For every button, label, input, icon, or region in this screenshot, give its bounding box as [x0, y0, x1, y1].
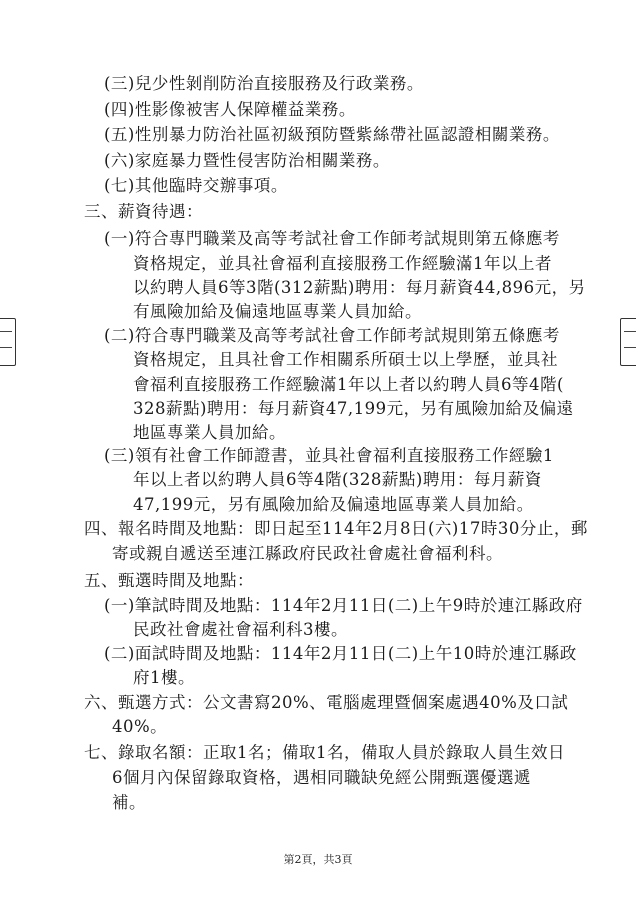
section-selection-method-line-2: 40%。	[112, 717, 168, 736]
duty-item-3: (三)兒少性剝削防治直接服務及行政業務。	[104, 74, 424, 93]
salary-item-1-line-4: 有風險加給及偏遠地區專業人員加給。	[133, 302, 422, 321]
salary-item-1-line-2: 資格規定，並具社會福利直接服務工作經驗滿1年以上者	[133, 254, 552, 273]
duty-item-4: (四)性影像被害人保障權益業務。	[104, 100, 356, 119]
salary-item-2-line-3: 會福利直接服務工作經驗滿1年以上者以約聘人員6等4階(	[133, 375, 564, 394]
section-admission-line-2: 6個月內保留錄取資格，遇相同職缺免經公開甄選優選遞	[112, 768, 531, 787]
salary-item-2-line-5: 地區專業人員加給。	[133, 423, 286, 442]
salary-item-3-line-3: 47,199元，另有風險加給及偏遠地區專業人員加給。	[133, 495, 534, 514]
section-registration-line-1: 四、報名時間及地點：即日起至114年2月8日(六)17時30分止，郵	[84, 519, 588, 538]
duty-item-5: (五)性別暴力防治社區初級預防暨紫絲帶社區認證相關業務。	[104, 125, 560, 144]
salary-item-3-line-2: 年以上者以約聘人員6等4階(328薪點)聘用：每月薪資	[133, 470, 542, 489]
page-number-footer: 第2頁，共3頁	[283, 853, 353, 866]
interview-line-2: 府1樓。	[133, 668, 195, 687]
section-admission-line-3: 補。	[112, 793, 146, 812]
salary-item-2-line-4: 328薪點)聘用：每月薪資47,199元，另有風險加給及偏遠	[133, 399, 574, 418]
salary-item-2-line-1: (二)符合專門職業及高等考試社會工作師考試規則第五條應考	[104, 326, 560, 345]
section-registration-line-2: 寄或親自遞送至連江縣政府民政社會處社會福利科。	[112, 544, 503, 563]
salary-item-1-line-1: (一)符合專門職業及高等考試社會工作師考試規則第五條應考	[104, 229, 560, 248]
page-seal-stamp	[620, 318, 636, 366]
salary-item-1-line-3: 以約聘人員6等3階(312薪點)聘用：每月薪資44,896元，另	[133, 278, 586, 297]
interview-line-1: (二)面試時間及地點：114年2月11日(二)上午10時於連江縣政	[104, 644, 577, 663]
section-selection-method-line-1: 六、甄選方式：公文書寫20%、電腦處理暨個案處遇40%及口試	[84, 693, 569, 712]
duty-item-7: (七)其他臨時交辦事項。	[104, 176, 288, 195]
written-test-line-1: (一)筆試時間及地點：114年2月11日(二)上午9時於連江縣政府	[104, 596, 583, 615]
written-test-line-2: 民政社會處社會福利科3樓。	[133, 620, 348, 639]
salary-item-2-line-2: 資格規定，且具社會工作相關系所碩士以上學歷，並具社	[133, 350, 558, 369]
section-heading-selection-time: 五、甄選時間及地點：	[84, 571, 254, 590]
salary-item-3-line-1: (三)領有社會工作師證書，並具社會福利直接服務工作經驗1	[104, 446, 554, 465]
page-seal-stamp	[0, 318, 16, 366]
section-admission-line-1: 七、錄取名額：正取1名；備取1名，備取人員於錄取人員生效日	[84, 743, 565, 762]
section-heading-salary: 三、薪資待遇：	[84, 202, 203, 221]
duty-item-6: (六)家庭暴力暨性侵害防治相關業務。	[104, 151, 390, 170]
